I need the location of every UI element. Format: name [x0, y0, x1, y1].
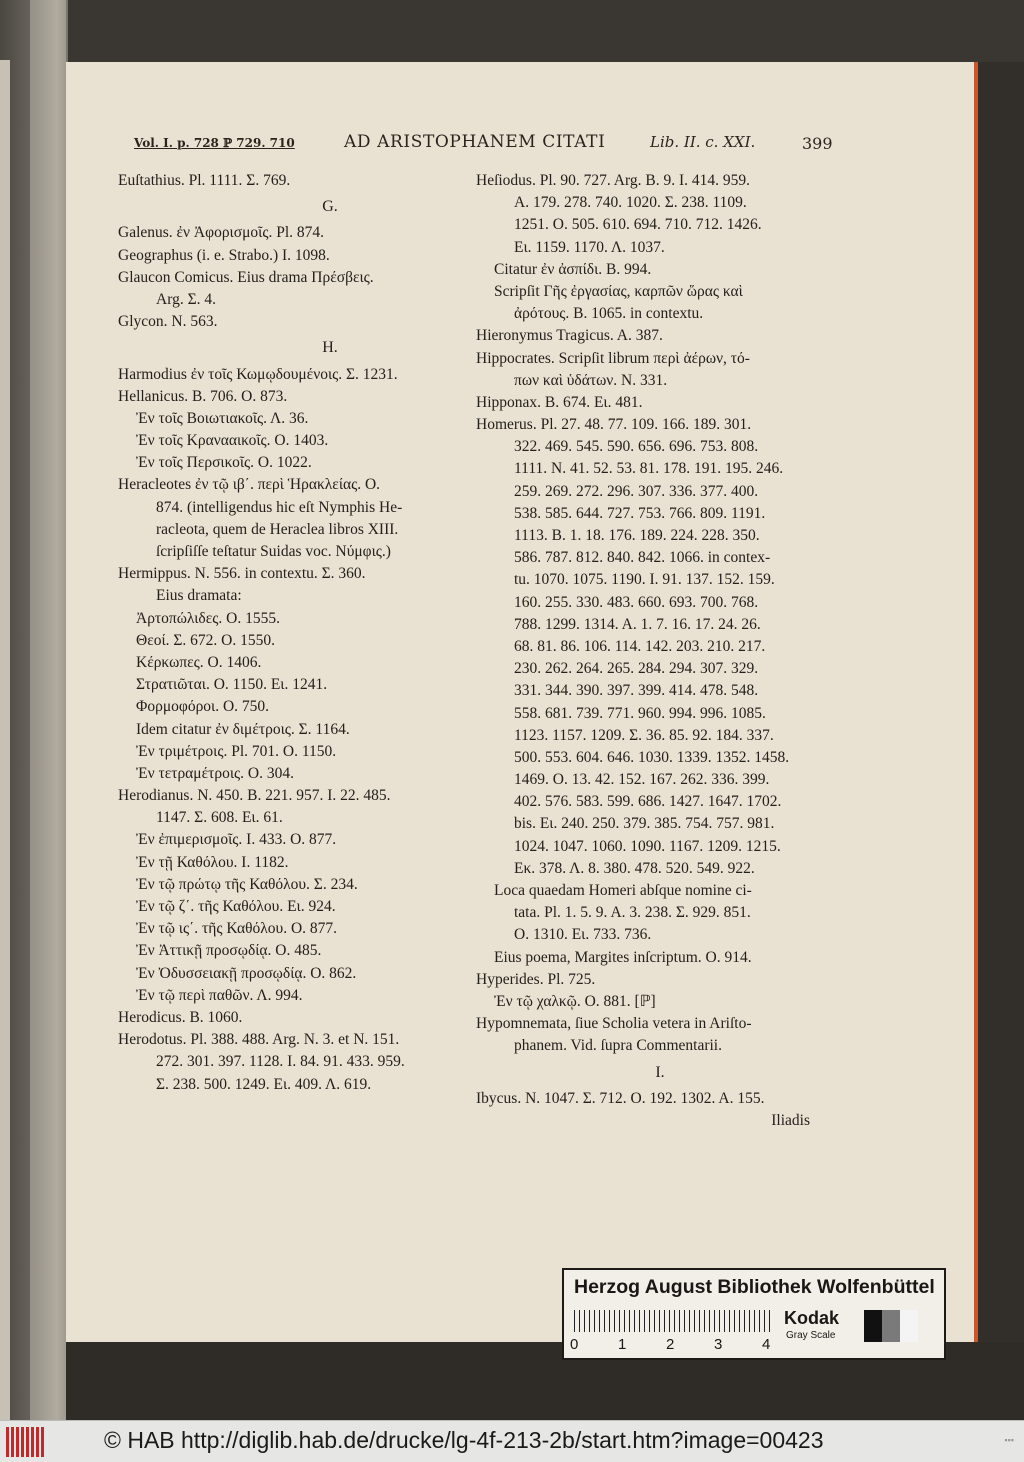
index-line: Scripſit Γῆς ἐργασίας, καρπῶν ὥρας καὶ — [494, 282, 743, 300]
gray-swatch-dark — [864, 1310, 882, 1342]
index-line: Hellanicus. B. 706. O. 873. — [118, 387, 288, 405]
index-line: 500. 553. 604. 646. 1030. 1339. 1352. 1458. — [514, 748, 790, 766]
index-line: Geographus (i. e. Strabo.) I. 1098. — [118, 246, 330, 264]
index-line: 68. 81. 86. 106. 114. 142. 203. 210. 217. — [514, 637, 766, 655]
ruler-number: 1 — [618, 1336, 627, 1353]
index-line: Ἐν τετραμέτροις. O. 304. — [136, 764, 294, 782]
index-line: 230. 262. 264. 265. 284. 294. 307. 329. — [514, 660, 759, 678]
index-line: Iliadis — [771, 1111, 810, 1129]
index-line: Glycon. N. 563. — [118, 313, 218, 331]
index-line: 272. 301. 397. 1128. I. 84. 91. 433. 959. — [156, 1053, 405, 1071]
index-line: Κέρκωπες. O. 1406. — [136, 653, 262, 671]
index-line: 538. 585. 644. 727. 753. 766. 809. 1191. — [514, 504, 766, 522]
index-line: Homerus. Pl. 27. 48. 77. 109. 166. 189. 301. — [476, 416, 752, 434]
book-reference: Lib. II. c. XXI. — [650, 133, 756, 151]
right-column — [476, 170, 844, 1132]
index-line: Hyperides. Pl. 725. — [476, 970, 596, 988]
footer-bar — [0, 1420, 1024, 1462]
index-line: 1123. 1157. 1209. Σ. 36. 85. 92. 184. 337. — [514, 726, 774, 744]
index-line: 1111. N. 41. 52. 53. 81. 178. 191. 195. 246. — [514, 460, 784, 478]
gray-swatch-light — [900, 1310, 918, 1342]
index-line: Εκ. 378. Λ. 8. 380. 478. 520. 549. 922. — [514, 859, 755, 877]
footer-url[interactable]: © HAB http://diglib.hab.de/drucke/lg-4f-213-2b/start.htm?image=00423 — [104, 1427, 824, 1453]
index-line: Ἐν τοῖς Κρανααικοῖς. O. 1403. — [136, 432, 329, 450]
index-line: 1024. 1047. 1060. 1090. 1167. 1209. 1215. — [514, 837, 781, 855]
index-line: O. 1310. Ει. 733. 736. — [514, 926, 652, 944]
index-line: Ἐν Ὀδυσσειακῇ προσῳδίᾳ. O. 862. — [136, 964, 357, 982]
ruler-number: 0 — [570, 1336, 579, 1353]
index-line: Hieronymus Tragicus. A. 387. — [476, 327, 663, 345]
index-line: Hypomnemata, ſiue Scholia vetera in Ariſto- — [476, 1015, 752, 1033]
index-line: Ει. 1159. 1170. Λ. 1037. — [514, 238, 665, 256]
running-title: AD ARISTOPHANEM CITATI — [344, 132, 606, 152]
index-line: Ἐν τῷ χαλκῷ. O. 881. [ℙ] — [494, 992, 656, 1010]
index-line: Ἐν τοῖς Βοιωτιακοῖς. Λ. 36. — [136, 409, 309, 427]
gray-swatch-mid — [882, 1310, 900, 1342]
index-line: 1469. O. 13. 42. 152. 167. 262. 336. 399. — [514, 771, 770, 789]
kodak-logo: Kodak — [784, 1308, 840, 1328]
index-line: 1113. B. 1. 18. 176. 189. 224. 228. 350. — [514, 527, 760, 544]
index-line: Eius poema, Margites inſcriptum. O. 914. — [494, 948, 752, 966]
measure-ruler — [574, 1310, 770, 1332]
index-line: A. 179. 278. 740. 1020. Σ. 238. 1109. — [514, 194, 747, 212]
index-line: Eius dramata: — [156, 587, 242, 605]
index-line: Arg. Σ. 4. — [156, 290, 216, 308]
index-line: phanem. Vid. ſupra Commentarii. — [514, 1037, 722, 1055]
index-line: Herodianus. N. 450. B. 221. 957. I. 22. 485. — [118, 787, 391, 805]
index-line: Idem citatur ἐν διμέτροις. Σ. 1164. — [136, 720, 350, 738]
footer-dots-icon: ▪▪▪ — [1004, 1435, 1014, 1445]
index-line: tu. 1070. 1075. 1190. I. 91. 137. 152. 159. — [514, 571, 775, 589]
index-line: Σ. 238. 500. 1249. Ει. 409. Λ. 619. — [156, 1075, 372, 1093]
gray-scale-label: Gray Scale — [786, 1330, 836, 1341]
index-line: Ἐν τῷ ζ΄. τῆς Καθόλου. Ει. 924. — [136, 898, 336, 915]
index-line: 331. 344. 390. 397. 399. 414. 478. 548. — [514, 682, 759, 700]
facing-page-edge — [0, 60, 10, 1420]
index-line: Ἀρτοπώλιδες. O. 1555. — [136, 609, 280, 627]
index-line: Glaucon Comicus. Eius drama Πρέσβεις. — [118, 268, 374, 286]
index-line: 322. 469. 545. 590. 656. 696. 753. 808. — [514, 438, 759, 456]
running-header — [134, 132, 844, 162]
index-line: Ibycus. N. 1047. Σ. 712. O. 192. 1302. A. 155. — [476, 1089, 765, 1107]
index-line: racleota, quem de Heraclea libros XIII. — [156, 520, 399, 538]
hab-logo-icon — [6, 1427, 44, 1457]
index-line: Hippocrates. Scripſit librum περὶ ἀέρων, τό- — [476, 349, 750, 367]
page-gutter-shadow — [30, 0, 68, 1420]
index-line: ἀρότους. B. 1065. in contextu. — [514, 305, 704, 323]
right-background — [978, 62, 1024, 1342]
section-letter: H. — [322, 339, 338, 357]
index-line: Στρατιῶται. O. 1150. Ει. 1241. — [136, 676, 328, 694]
index-line: 402. 576. 583. 599. 686. 1427. 1647. 1702. — [514, 793, 782, 811]
index-line: Heſiodus. Pl. 90. 727. Arg. B. 9. I. 414. 959. — [476, 172, 750, 189]
index-line: 788. 1299. 1314. A. 1. 7. 16. 17. 24. 26. — [514, 615, 761, 633]
index-line: Hermippus. N. 556. in contextu. Σ. 360. — [118, 565, 366, 583]
index-line: πων καὶ ὑδάτων. N. 331. — [514, 371, 668, 389]
index-line: Ἐν τῷ ις΄. τῆς Καθόλου. O. 877. — [136, 920, 338, 938]
index-line: tata. Pl. 1. 5. 9. A. 3. 238. Σ. 929. 851. — [514, 904, 751, 922]
index-line: ſcripſiſſe teſtatur Suidas voc. Νύμφις.) — [156, 543, 391, 560]
volume-reference: Vol. I. p. 728 ℙ 729. 710 — [134, 136, 295, 150]
index-line: Citatur ἐν ἀσπίδι. B. 994. — [494, 260, 652, 278]
ruler-number: 2 — [666, 1336, 675, 1353]
index-line: 160. 255. 330. 483. 660. 693. 700. 768. — [514, 593, 759, 611]
index-line: Ἐν ἐπιμερισμοῖς. I. 433. O. 877. — [136, 831, 337, 849]
index-line: 874. (intelligendus hic eſt Nymphis He- — [156, 498, 403, 516]
index-line: Θεοί. Σ. 672. O. 1550. — [136, 631, 275, 649]
index-line: Ἐν τῷ πρώτῳ τῆς Καθόλου. Σ. 234. — [136, 875, 358, 893]
section-letter: I. — [655, 1063, 665, 1081]
index-line: Ἐν τοῖς Περσικοῖς. O. 1022. — [136, 454, 312, 472]
index-line: 1251. O. 505. 610. 694. 710. 712. 1426. — [514, 216, 762, 234]
index-line: Loca quaedam Homeri abſque nomine ci- — [494, 882, 752, 899]
page-number: 399 — [802, 134, 833, 153]
index-line: 1147. Σ. 608. Ει. 61. — [156, 809, 283, 827]
index-line: Herodotus. Pl. 388. 488. Arg. N. 3. et N. 151. — [118, 1031, 400, 1049]
index-line: Harmodius ἐν τοῖς Κωμῳδουμένοις. Σ. 1231. — [118, 365, 398, 383]
index-line: Ἐν τῇ Καθόλου. I. 1182. — [136, 853, 289, 871]
library-name: Herzog August Bibliothek Wolfenbüttel — [574, 1276, 935, 1298]
index-line: Euſtathius. Pl. 1111. Σ. 769. — [118, 172, 291, 189]
index-line: Heracleotes ἐν τῷ ιβ΄. περὶ Ἡρακλείας. O. — [118, 476, 381, 494]
index-line: Φορμοφόροι. O. 750. — [136, 698, 270, 716]
index-line: 558. 681. 739. 771. 960. 994. 996. 1085. — [514, 704, 766, 722]
index-line: Herodicus. B. 1060. — [118, 1008, 243, 1026]
index-line: bis. Ει. 240. 250. 379. 385. 754. 757. 981. — [514, 815, 775, 833]
index-line: 586. 787. 812. 840. 842. 1066. in contex- — [514, 549, 771, 567]
index-line: Hipponax. B. 674. Ει. 481. — [476, 393, 643, 411]
index-line: Ἐν τριμέτροις. Pl. 701. O. 1150. — [136, 742, 337, 760]
ruler-number: 3 — [714, 1336, 723, 1353]
index-line: Ἐν τῷ περὶ παθῶν. Λ. 994. — [136, 986, 303, 1004]
section-letter: G. — [322, 198, 338, 216]
color-calibration-card — [562, 1268, 946, 1360]
ruler-number: 4 — [762, 1336, 771, 1353]
left-column — [118, 170, 482, 1096]
index-line: 259. 269. 272. 296. 307. 336. 377. 400. — [514, 482, 759, 500]
index-line: Galenus. ἐν Ἀφορισμοῖς. Pl. 874. — [118, 224, 325, 242]
index-line: Ἐν Ἀττικῇ προσῳδίᾳ. O. 485. — [136, 942, 322, 960]
